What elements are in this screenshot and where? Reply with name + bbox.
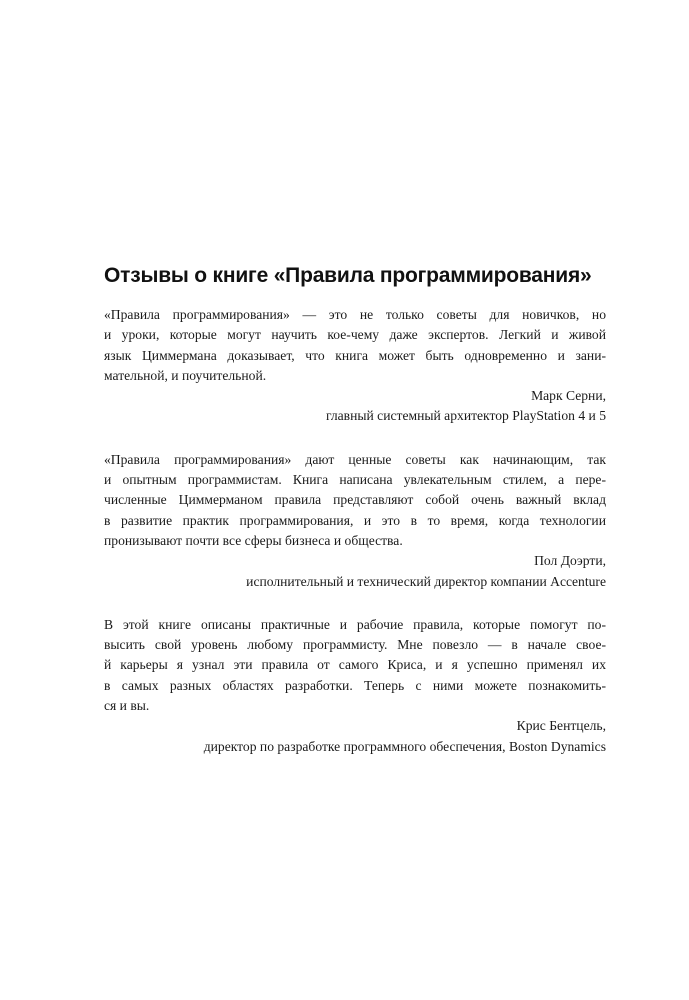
review-author: Марк Серни, [531, 388, 606, 404]
quote-line: «Правила программирования» дают ценные советы как начинающим, так [104, 451, 606, 467]
review-quote [104, 615, 606, 716]
review-author: Крис Бентцель, [516, 718, 606, 734]
page-title: Отзывы о книге «Правила программирования» [104, 264, 592, 287]
quote-line: язык Циммермана доказывает, что книга может быть одновременно и зани- [104, 347, 606, 363]
quote-line: высить свой уровень любому программисту. Мне повезло — в начале свое- [104, 637, 606, 653]
review-author-position: исполнительный и технический директор компании Accenture [246, 573, 606, 589]
reviews-page [104, 262, 606, 780]
quote-line: и уроки, которые могут научить кое-чему даже экспертов. Легкий и живой [104, 327, 606, 343]
quote-line: мательной, и поучительной. [104, 367, 267, 383]
review-author-position: директор по разработке программного обеспечения, Boston Dynamics [203, 738, 606, 754]
quote-line: в развитие практик программирования, и это в то время, когда технологии [104, 512, 606, 528]
review-3 [104, 615, 606, 757]
quote-line: й карьеры я узнал эти правила от самого Криса, и я успешно применял их [104, 657, 606, 673]
review-author-position: главный системный архитектор PlayStation 4 и 5 [325, 408, 606, 424]
quote-line: В этой книге описаны практичные и рабочие правила, которые помогут по- [104, 616, 606, 632]
quote-line: численные Циммерманом правила представляют собой очень важный вклад [104, 492, 606, 508]
quote-line: пронизывают почти все сферы бизнеса и общества. [104, 532, 403, 548]
review-author: Пол Доэрти, [534, 553, 606, 569]
quote-line: в самых разных областях разработки. Теперь с ними можете познакомить- [104, 677, 606, 693]
quote-line: ся и вы. [104, 698, 150, 714]
quote-line: и опытным программистам. Книга написана увлекательным стилем, а пере- [104, 472, 606, 488]
quote-line: «Правила программирования» — это не только советы для новичков, но [104, 307, 606, 322]
review-quote [104, 450, 606, 551]
review-quote [104, 305, 606, 386]
review-1 [104, 305, 606, 427]
review-2 [104, 450, 606, 592]
